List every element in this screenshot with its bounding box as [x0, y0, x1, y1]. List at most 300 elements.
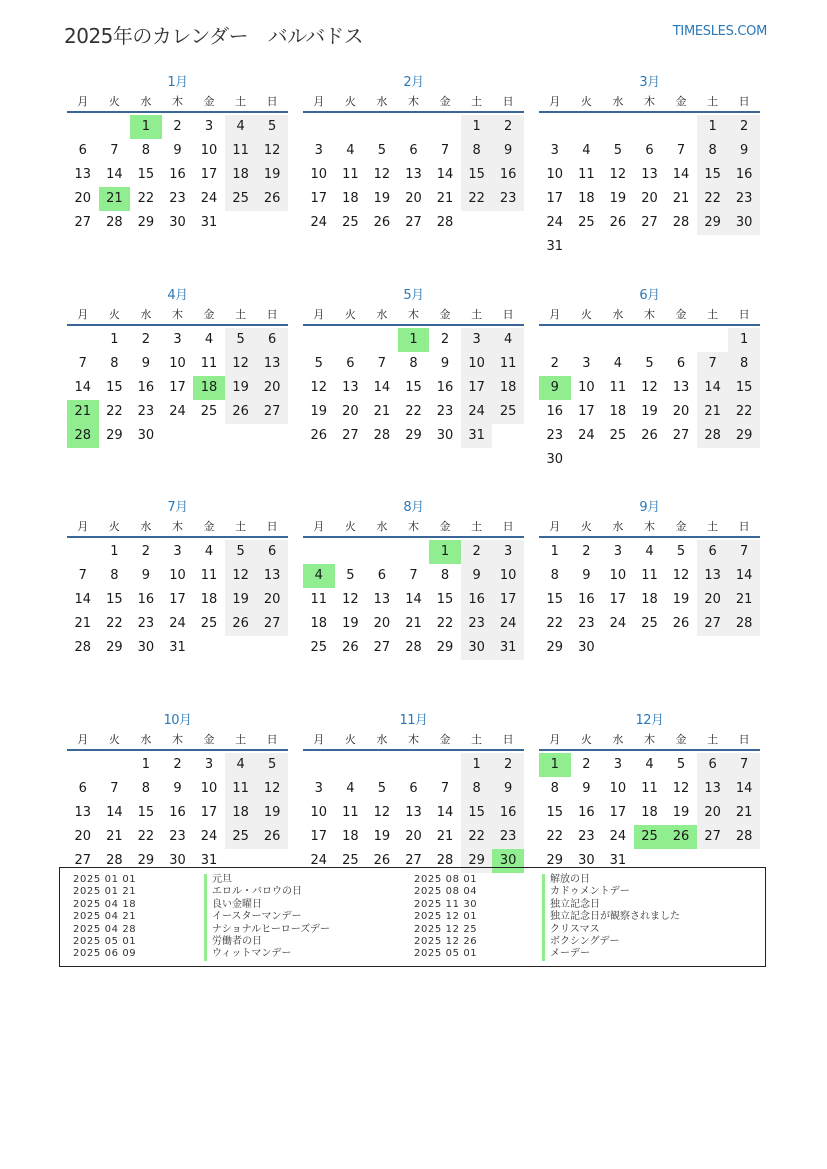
- day-cell: 4: [204, 331, 214, 347]
- day-cell: 7: [110, 780, 119, 796]
- weekday-label: 火: [108, 520, 120, 533]
- weekday-label: 日: [738, 95, 750, 108]
- day-cell: 28: [373, 427, 391, 443]
- day-cell: 13: [74, 804, 92, 820]
- holiday-day-cell: 1: [398, 328, 430, 352]
- weekday-label: 水: [140, 732, 152, 746]
- weekday-label: 土: [707, 95, 719, 108]
- weekday-label: 土: [471, 520, 483, 533]
- day-cell: 12: [609, 167, 627, 182]
- day-cell: 30: [578, 852, 595, 868]
- month-name: 5月: [403, 287, 424, 303]
- day-cell: 26: [672, 616, 690, 631]
- day-cell: 9: [461, 564, 493, 588]
- day-cell: 5: [676, 544, 686, 559]
- month-days: [67, 328, 288, 472]
- day-cell: 22: [546, 616, 564, 631]
- day-cell: 5: [346, 568, 355, 583]
- weekday-label: 日: [266, 520, 278, 533]
- day-cell: 11: [641, 780, 658, 796]
- day-cell: 17: [200, 804, 218, 820]
- day-cell: 14: [74, 592, 92, 607]
- day-cell: 23: [578, 828, 595, 844]
- weekday-header: [67, 305, 288, 326]
- weekday-label: 火: [580, 307, 592, 321]
- day-cell: 24: [169, 616, 186, 631]
- day-cell: 1: [110, 544, 119, 559]
- day-cell: 24: [492, 612, 524, 636]
- day-cell: 20: [697, 801, 729, 825]
- day-cell: 13: [405, 167, 422, 182]
- day-cell: 8: [461, 777, 493, 801]
- weekday-label: 月: [313, 520, 325, 533]
- day-cell: 1: [461, 753, 493, 777]
- day-cell: 12: [672, 780, 690, 796]
- day-cell: 6: [377, 568, 387, 583]
- day-cell: 18: [310, 616, 328, 631]
- day-cell: 19: [225, 588, 257, 612]
- day-cell: 17: [546, 191, 564, 206]
- legend-holiday-name: ウィットマンデー: [204, 948, 291, 960]
- legend-date: 2025 12 26: [414, 936, 478, 947]
- day-cell: 5: [645, 355, 654, 371]
- day-cell: 27: [373, 640, 391, 655]
- day-cell: 25: [342, 215, 359, 230]
- weekday-label: 金: [675, 732, 687, 746]
- weekday-header: [303, 730, 524, 751]
- day-cell: 17: [492, 588, 524, 612]
- weekday-header: [67, 92, 288, 113]
- weekday-label: 水: [376, 732, 388, 746]
- day-cell: 19: [672, 592, 690, 607]
- day-cell: 18: [225, 801, 257, 825]
- day-cell: 2: [582, 756, 591, 772]
- day-cell: 22: [106, 616, 123, 631]
- month-name: 6月: [639, 287, 660, 303]
- day-cell: 17: [310, 191, 328, 206]
- weekday-label: 月: [313, 732, 325, 746]
- day-cell: 11: [342, 804, 359, 820]
- day-cell: 2: [492, 753, 524, 777]
- weekday-header: [539, 92, 760, 113]
- weekday-label: 月: [77, 95, 89, 108]
- day-cell: 29: [728, 424, 760, 448]
- day-cell: 6: [346, 355, 355, 371]
- weekday-label: 火: [580, 95, 592, 108]
- day-cell: 13: [256, 564, 288, 588]
- day-cell: 23: [492, 825, 524, 849]
- day-cell: 21: [106, 828, 123, 844]
- month-name: 10月: [163, 712, 192, 728]
- day-cell: 1: [110, 331, 119, 347]
- day-cell: 5: [613, 143, 623, 158]
- day-cell: 23: [436, 403, 454, 419]
- day-cell: 8: [550, 568, 559, 583]
- day-cell: 18: [641, 592, 658, 607]
- day-cell: 1: [697, 115, 729, 139]
- weekday-label: 日: [266, 307, 278, 321]
- holiday-legend: [59, 867, 766, 967]
- day-cell: 4: [645, 544, 654, 559]
- day-cell: 4: [225, 115, 257, 139]
- weekday-label: 水: [612, 520, 624, 533]
- day-cell: 30: [137, 427, 155, 443]
- day-cell: 25: [609, 427, 627, 443]
- day-cell: 3: [204, 119, 214, 134]
- day-cell: 15: [405, 379, 422, 395]
- day-cell: 13: [74, 167, 92, 182]
- day-cell: 28: [74, 640, 92, 655]
- day-cell: 18: [492, 376, 524, 400]
- day-cell: 15: [728, 376, 760, 400]
- day-cell: 7: [728, 753, 760, 777]
- day-cell: 11: [609, 379, 627, 395]
- day-cell: 1: [728, 328, 760, 352]
- month-5: [303, 287, 524, 472]
- legend-holiday-name: 独立記念日: [542, 899, 600, 911]
- day-cell: 11: [578, 167, 595, 182]
- day-cell: 18: [342, 828, 359, 844]
- day-cell: 30: [169, 852, 186, 868]
- day-cell: 28: [106, 215, 123, 230]
- day-cell: 3: [173, 544, 182, 559]
- month-days: [303, 115, 524, 259]
- day-cell: 19: [256, 163, 288, 187]
- day-cell: 23: [578, 616, 595, 631]
- day-cell: 27: [697, 612, 729, 636]
- day-cell: 17: [169, 379, 186, 395]
- day-cell: 26: [373, 852, 391, 868]
- day-cell: 6: [409, 143, 418, 158]
- day-cell: 11: [492, 352, 524, 376]
- day-cell: 21: [436, 828, 454, 844]
- weekday-label: 金: [675, 520, 687, 533]
- weekday-label: 火: [108, 732, 120, 746]
- day-cell: 10: [609, 780, 627, 796]
- day-cell: 19: [373, 828, 391, 844]
- weekday-header: [303, 517, 524, 538]
- day-cell: 16: [137, 592, 155, 607]
- day-cell: 12: [641, 379, 658, 395]
- day-cell: 5: [377, 143, 387, 158]
- day-cell: 27: [697, 825, 729, 849]
- day-cell: 13: [256, 352, 288, 376]
- day-cell: 20: [641, 191, 658, 206]
- day-cell: 30: [436, 427, 454, 443]
- day-cell: 15: [697, 163, 729, 187]
- day-cell: 10: [169, 568, 186, 583]
- day-cell: 22: [546, 828, 564, 844]
- weekday-label: 日: [502, 307, 514, 321]
- day-cell: 12: [342, 592, 359, 607]
- day-cell: 8: [697, 139, 729, 163]
- day-cell: 15: [546, 592, 564, 607]
- day-cell: 3: [461, 328, 493, 352]
- day-cell: 14: [436, 167, 454, 182]
- day-cell: 22: [697, 187, 729, 211]
- day-cell: 28: [106, 852, 123, 868]
- day-cell: 19: [609, 191, 627, 206]
- day-cell: 26: [310, 427, 328, 443]
- day-cell: 23: [137, 616, 155, 631]
- weekday-label: 水: [140, 307, 152, 321]
- weekday-label: 日: [502, 732, 514, 746]
- month-days: [303, 540, 524, 684]
- legend-holiday-name: 労働者の日: [204, 936, 262, 948]
- day-cell: 9: [173, 780, 182, 796]
- day-cell: 13: [697, 777, 729, 801]
- weekday-header: [303, 92, 524, 113]
- weekday-label: 日: [502, 520, 514, 533]
- day-cell: 29: [697, 211, 729, 235]
- day-cell: 5: [377, 780, 387, 796]
- day-cell: 6: [697, 540, 729, 564]
- day-cell: 16: [137, 379, 155, 395]
- day-cell: 2: [461, 540, 493, 564]
- day-cell: 31: [169, 640, 186, 655]
- weekday-label: 金: [675, 95, 687, 108]
- day-cell: 20: [342, 403, 359, 419]
- day-cell: 21: [373, 403, 391, 419]
- day-cell: 26: [373, 215, 391, 230]
- day-cell: 18: [578, 191, 595, 206]
- day-cell: 9: [173, 143, 182, 158]
- weekday-header: [303, 305, 524, 326]
- weekday-label: 月: [549, 307, 561, 321]
- day-cell: 27: [342, 427, 359, 443]
- day-cell: 17: [310, 828, 328, 844]
- day-cell: 28: [672, 215, 690, 230]
- weekday-label: 木: [407, 732, 419, 746]
- day-cell: 9: [141, 568, 151, 583]
- day-cell: 10: [546, 167, 564, 182]
- day-cell: 8: [110, 568, 119, 583]
- day-cell: 20: [672, 403, 690, 419]
- day-cell: 23: [461, 612, 493, 636]
- day-cell: 24: [310, 852, 328, 868]
- weekday-label: 水: [612, 732, 624, 746]
- day-cell: 15: [461, 163, 493, 187]
- day-cell: 20: [405, 191, 422, 206]
- day-cell: 22: [106, 403, 123, 419]
- day-cell: 12: [672, 568, 690, 583]
- weekday-header: [539, 305, 760, 326]
- day-cell: 1: [550, 544, 559, 559]
- day-cell: 26: [256, 187, 288, 211]
- legend-holiday-name: ボクシングデー: [542, 936, 620, 948]
- day-cell: 27: [256, 400, 288, 424]
- weekday-label: 火: [344, 732, 356, 746]
- month-name: 3月: [639, 75, 660, 90]
- day-cell: 23: [169, 191, 186, 206]
- day-cell: 14: [436, 804, 454, 820]
- legend-date: 2025 01 21: [73, 886, 137, 898]
- day-cell: 16: [436, 379, 454, 395]
- legend-date: 2025 12 25: [414, 923, 478, 935]
- day-cell: 31: [546, 239, 564, 254]
- weekday-label: 日: [738, 307, 750, 321]
- day-cell: 22: [461, 187, 493, 211]
- weekday-label: 金: [439, 732, 451, 746]
- day-cell: 8: [728, 352, 760, 376]
- day-cell: 22: [137, 828, 155, 844]
- weekday-label: 月: [549, 520, 561, 533]
- legend-holiday-name: メーデー: [542, 948, 590, 960]
- day-cell: 31: [461, 424, 493, 448]
- legend-holiday-name: 独立記念日が観察されました: [542, 911, 680, 923]
- day-cell: 20: [256, 588, 288, 612]
- month-3: [539, 74, 760, 259]
- calendar-grid: [67, 74, 760, 868]
- day-cell: 19: [256, 801, 288, 825]
- day-cell: 7: [728, 540, 760, 564]
- month-8: [303, 499, 524, 684]
- weekday-label: 火: [580, 732, 592, 746]
- day-cell: 5: [225, 328, 257, 352]
- day-cell: 23: [137, 403, 155, 419]
- day-cell: 18: [342, 191, 359, 206]
- day-cell: 25: [310, 640, 328, 655]
- weekday-label: 土: [235, 732, 247, 746]
- day-cell: 13: [342, 379, 359, 395]
- day-cell: 11: [225, 139, 257, 163]
- day-cell: 7: [78, 355, 87, 371]
- day-cell: 19: [672, 804, 690, 820]
- month-name: 2月: [403, 75, 424, 90]
- day-cell: 25: [200, 403, 218, 419]
- weekday-label: 金: [203, 307, 215, 321]
- legend-date: 2025 08 01: [414, 874, 478, 885]
- holiday-day-cell: 1: [429, 540, 461, 564]
- weekday-header: [67, 730, 288, 751]
- day-cell: 14: [106, 804, 123, 820]
- legend-date: 2025 05 01: [73, 936, 137, 947]
- weekday-label: 水: [140, 520, 152, 533]
- day-cell: 11: [310, 592, 328, 607]
- day-cell: 25: [225, 825, 257, 849]
- day-cell: 7: [440, 780, 450, 796]
- weekday-label: 月: [313, 307, 325, 321]
- day-cell: 31: [609, 852, 627, 868]
- day-cell: 3: [613, 756, 623, 772]
- day-cell: 29: [436, 640, 454, 655]
- day-cell: 12: [373, 804, 391, 820]
- day-cell: 10: [169, 355, 186, 371]
- weekday-label: 火: [344, 520, 356, 533]
- month-name: 7月: [167, 500, 188, 515]
- day-cell: 30: [578, 640, 595, 655]
- day-cell: 21: [405, 616, 422, 631]
- day-cell: 14: [728, 777, 760, 801]
- weekday-label: 日: [738, 732, 750, 746]
- day-cell: 2: [173, 756, 182, 772]
- holiday-day-cell: 18: [193, 376, 225, 400]
- day-cell: 3: [613, 544, 623, 559]
- day-cell: 24: [546, 215, 564, 230]
- day-cell: 10: [310, 167, 328, 182]
- day-cell: 29: [137, 215, 155, 230]
- weekday-header: [539, 730, 760, 751]
- day-cell: 23: [169, 828, 186, 844]
- day-cell: 2: [141, 331, 151, 347]
- day-cell: 12: [225, 564, 257, 588]
- month-name: 12月: [635, 712, 664, 728]
- weekday-label: 土: [235, 95, 247, 108]
- weekday-label: 土: [471, 307, 483, 321]
- day-cell: 13: [405, 804, 422, 820]
- legend-holiday-name: カドゥメントデー: [542, 886, 630, 898]
- weekday-label: 金: [203, 732, 215, 746]
- month-name: 8月: [403, 500, 424, 515]
- day-cell: 4: [613, 355, 623, 371]
- day-cell: 7: [377, 355, 387, 371]
- day-cell: 21: [74, 616, 92, 631]
- day-cell: 9: [582, 780, 591, 796]
- day-cell: 28: [436, 852, 454, 868]
- day-cell: 7: [110, 143, 119, 158]
- day-cell: 29: [106, 427, 123, 443]
- day-cell: 22: [137, 191, 155, 206]
- day-cell: 10: [310, 804, 328, 820]
- day-cell: 31: [200, 215, 218, 230]
- day-cell: 15: [137, 804, 155, 820]
- day-cell: 7: [409, 568, 418, 583]
- weekday-header: [539, 517, 760, 538]
- day-cell: 19: [641, 403, 658, 419]
- weekday-label: 月: [549, 95, 561, 108]
- day-cell: 6: [256, 328, 288, 352]
- legend-date: 2025 04 21: [73, 911, 137, 923]
- day-cell: 4: [645, 756, 654, 772]
- month-1: [67, 74, 288, 259]
- day-cell: 24: [578, 427, 595, 443]
- legend-holiday-name: イースターマンデー: [204, 911, 302, 923]
- day-cell: 5: [676, 756, 686, 772]
- legend-holiday-name: 良い金曜日: [204, 899, 262, 911]
- day-cell: 18: [225, 163, 257, 187]
- day-cell: 2: [728, 115, 760, 139]
- day-cell: 30: [728, 211, 760, 235]
- day-cell: 30: [169, 215, 186, 230]
- day-cell: 7: [697, 352, 729, 376]
- day-cell: 10: [200, 780, 218, 796]
- day-cell: 25: [200, 616, 218, 631]
- legend-holiday-name: エロル・バロウの日: [204, 886, 302, 898]
- legend-holiday-name: 元旦: [204, 874, 232, 886]
- day-cell: 27: [405, 215, 422, 230]
- day-cell: 2: [440, 331, 450, 347]
- day-cell: 19: [342, 616, 359, 631]
- day-cell: 12: [310, 379, 328, 395]
- day-cell: 24: [609, 616, 627, 631]
- day-cell: 29: [106, 640, 123, 655]
- day-cell: 18: [200, 592, 218, 607]
- month-name: 1月: [167, 75, 188, 90]
- day-cell: 4: [346, 780, 355, 796]
- day-cell: 23: [728, 187, 760, 211]
- brand-logo-text[interactable]: TIMESLES.COM: [672, 24, 767, 39]
- day-cell: 11: [641, 568, 658, 583]
- weekday-label: 月: [77, 732, 89, 746]
- day-cell: 22: [405, 403, 422, 419]
- weekday-header: [67, 517, 288, 538]
- day-cell: 3: [204, 756, 214, 772]
- day-cell: 23: [492, 187, 524, 211]
- month-name: 4月: [167, 287, 188, 303]
- month-name: 11月: [399, 712, 428, 728]
- day-cell: 29: [546, 852, 564, 868]
- weekday-label: 土: [707, 307, 719, 321]
